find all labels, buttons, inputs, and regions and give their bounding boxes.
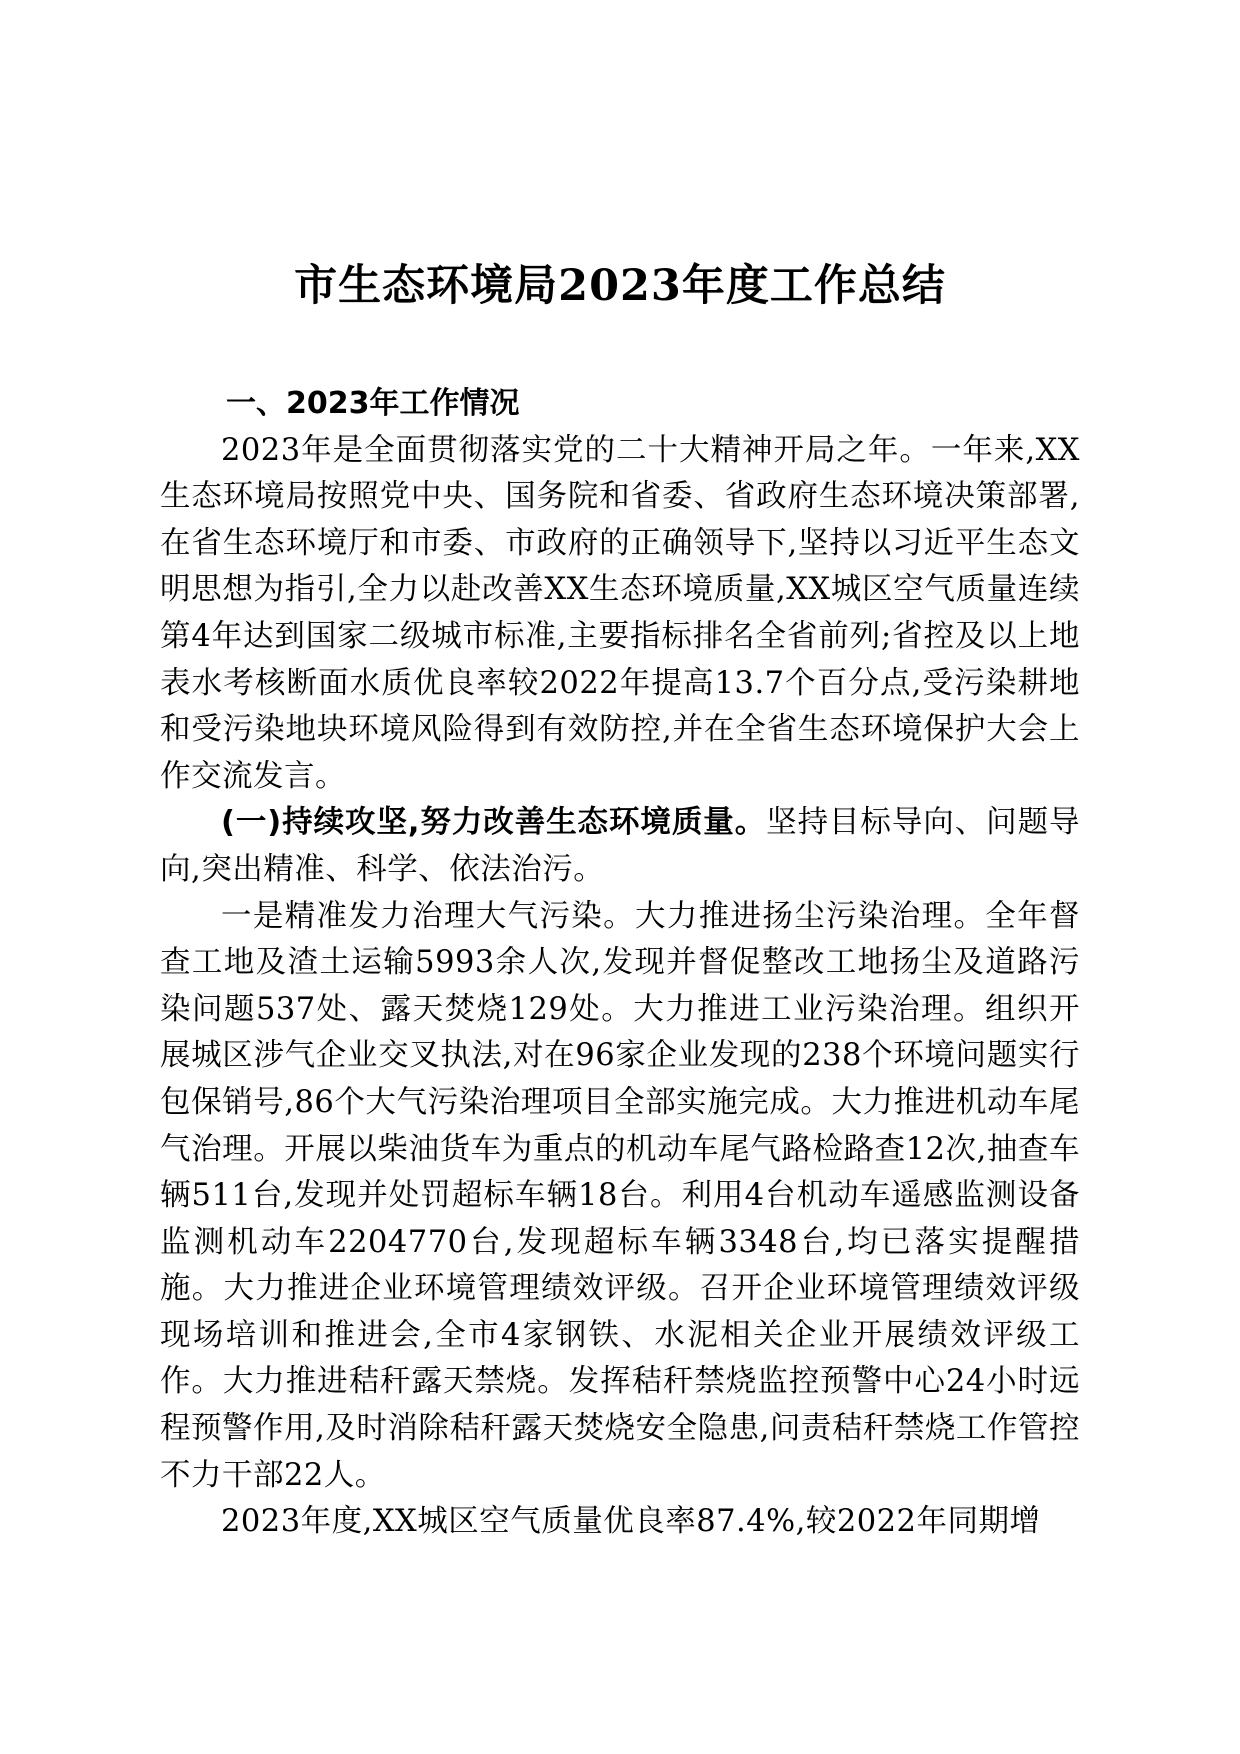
paragraph-air-quality-rate: 2023年度,XX城区空气质量优良率87.4%,较2022年同期增 [221,1504,1041,1540]
subsection-text-1: 坚持目标导向、问题导向,突出精准、科学、依法治污。 [160,805,1081,887]
subsection-heading-1: (一)持续攻坚,努力改善生态环境质量。 [221,805,767,841]
paragraph-subsection-1 [160,800,1080,893]
document-body [160,381,1080,1546]
document-title: 市生态环境局2023年度工作总结 [294,261,946,311]
paragraph-intro: 2023年是全面贯彻落实党的二十大精神开局之年。一年来,XX生态环境局按照党中央、国务院和省委、省政府生态环境决策部署,在省生态环境厅和市委、市政府的正确领导下,坚持以习近平生态文明思想为指引,全力以赴改善XX生态环境质量,XX城区空气质量连续第4年达到国家二级城市标准,主要指标排名全省前列;省控及以上地表水考核断面水质优良率较2022年提高13.7个百分点,受污染耕地和受污染地块环境风险得到有效防控,并在全省生态环境保护大会上作交流发言。 [160,432,1080,794]
paragraph-air-pollution: 一是精准发力治理大气污染。大力推进扬尘污染治理。全年督查工地及渣土运输5993余人次,发现并督促整改工地扬尘及道路污染问题537处、露天焚烧129处。大力推进工业污染治理。组织开展城区涉气企业交叉执法,对在96家企业发现的238个环境问题实行包保销号,86个大气污染治理项目全部实施完成。大力推进机动车尾气治理。开展以柴油货车为重点的机动车尾气路检路查12次,抽查车辆511台,发现并处罚超标车辆18台。利用4台机动车遥感监测设备监测机动车2204770台,发现超标车辆3348台,均已落实提醒措施。大力推进企业环境管理绩效评级。召开企业环境管理绩效评级现场培训和推进会,全市4家钢铁、水泥相关企业开展绩效评级工作。大力推进秸秆露天禁烧。发挥秸秆禁烧监控预警中心24小时远程预警作用,及时消除秸秆露天焚烧安全隐患,问责秸秆禁烧工作管控不力干部22人。 [160,898,1080,1493]
section-heading-work-status: 一、2023年工作情况 [226,386,520,421]
